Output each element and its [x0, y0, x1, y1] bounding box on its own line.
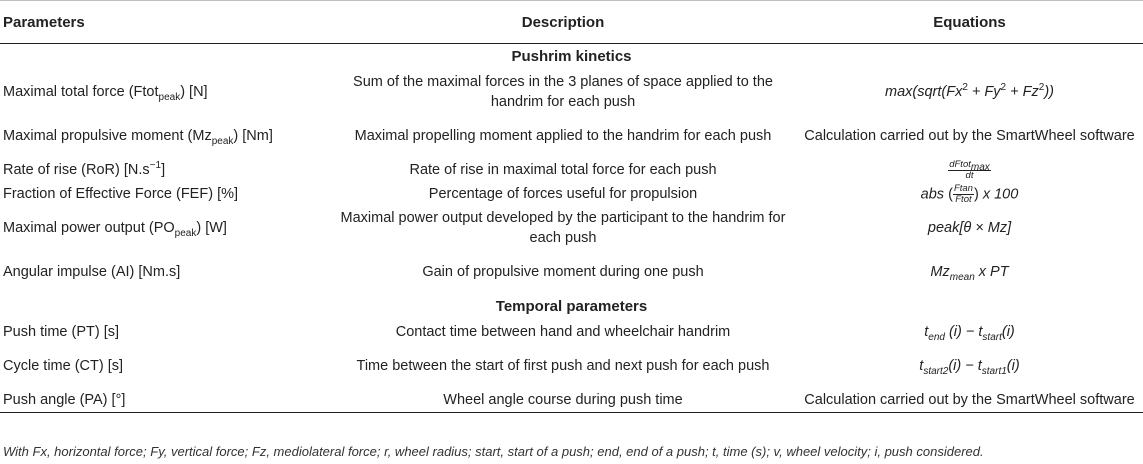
description-cell: Gain of propulsive moment during one push [422, 264, 704, 280]
table-row [0, 70, 1143, 114]
description-cell: Maximal propelling moment applied to the handrim for each push [354, 128, 772, 144]
equation-cell: Calculation carried out by the SmartWheel software [796, 388, 1143, 413]
description-cell: Time between the start of first push and next push for each push [356, 358, 770, 374]
section-temporal-parameters: Temporal parameters [495, 298, 648, 315]
fef-fraction: $\frac{Ftan}{\text{Ftot}}$ [953, 182, 973, 205]
equation-cell: $t_{end}$ $(i) - t_{start}(i)$ [924, 324, 1015, 343]
equation-cell: peak[θ × Mz] [927, 220, 1012, 236]
equation-cell [796, 158, 1143, 182]
table-row [0, 250, 1143, 294]
table-row [0, 206, 1143, 250]
section-pushrim-kinetics: Pushrim kinetics [511, 48, 632, 65]
param-cell: Rate of rise (RoR) $[N.s^{-1}]$ [3, 160, 166, 178]
param-cell: Cycle time (CT) [s] [3, 358, 124, 374]
table-row [0, 344, 1143, 388]
param-cell: Push angle (PA) [°] [0, 388, 330, 413]
header-description: Description [330, 1, 796, 44]
param-cell: Maximal total force (Ftot$_{peak}$) [N] [3, 84, 208, 103]
header-row [0, 1, 1143, 44]
param-cell: Angular impulse (AI) [Nm.s] [3, 264, 181, 280]
table-row [0, 320, 1143, 344]
description-cell: Percentage of forces useful for propulsion [428, 186, 698, 202]
param-cell: Maximal propulsive moment $(Mz_{peak})$ [Nm] [3, 128, 273, 147]
section-row [0, 44, 1143, 71]
table-row [0, 158, 1143, 182]
table-footnote: With Fx, horizontal force; Fy, vertical force; Fz, mediolateral force; r, wheel radius; start, start of a push; end, end of a push; t, time (s); v, wheel velocity; i, push considered. [3, 444, 984, 459]
equation-cell: $Mz_{mean}$ x PT [930, 264, 1009, 283]
header-equations: Equations [796, 1, 1143, 44]
table-row [0, 114, 1143, 158]
param-cell: Push time (PT) [s] [3, 324, 120, 340]
equation-cell: Calculation carried out by the SmartWheel software [804, 128, 1135, 144]
ror-fraction: $\frac{dFtot_{max}}{dt}$ [949, 158, 990, 181]
table-row [0, 388, 1143, 413]
table-row [0, 182, 1143, 206]
description-cell: Rate of rise in maximal total force for each push [409, 162, 717, 178]
header-parameters: Parameters [0, 1, 330, 44]
description-cell: Wheel angle course during push time [330, 388, 796, 413]
param-cell: Fraction of Effective Force (FEF) [%] [3, 186, 239, 202]
description-cell: Contact time between hand and wheelchair handrim [395, 324, 731, 340]
description-cell: Sum of the maximal forces in the 3 planes of space applied to the handrim for each push [353, 74, 773, 110]
equation-cell: $\max(sqrt(Fx^2 + Fy^2 + Fz^2))$ [885, 82, 1054, 100]
description-cell: Maximal power output developed by the participant to the handrim for each push [340, 210, 786, 246]
section-row [0, 294, 1143, 320]
equation-cell: abs ( $\frac{Ftan}{\text{Ftot}}$ ) x 100 [920, 182, 1019, 205]
param-cell: Maximal power output $(PO_{peak})$ [W] [3, 220, 227, 239]
equation-cell: $t_{start2}(i) - t_{start1}(i)$ [919, 358, 1020, 377]
